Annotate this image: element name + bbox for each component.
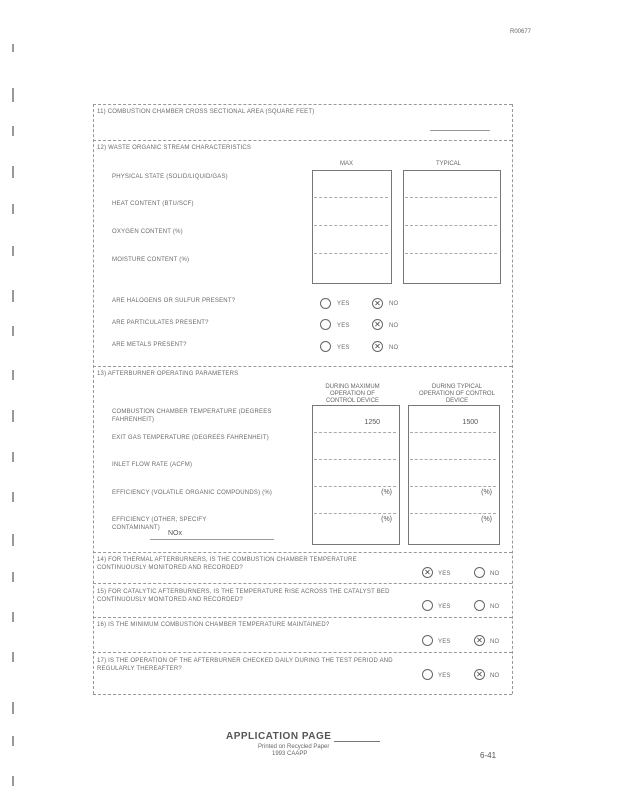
contaminant-value: NOx bbox=[168, 530, 182, 537]
metals-yes-checkbox[interactable] bbox=[320, 341, 331, 352]
section-12-title: 12) WASTE ORGANIC STREAM CHARACTERISTICS bbox=[97, 145, 252, 151]
s16-yes-checkbox[interactable] bbox=[422, 635, 433, 646]
section-16-question: 16) IS THE MINIMUM COMBUSTION CHAMBER TEMPERATURE MAINTAINED? bbox=[97, 622, 330, 628]
s13-col-typical: DURING TYPICAL OPERATION OF CONTROL DEVICE bbox=[419, 384, 495, 404]
footer-recycled: Printed on Recycled Paper bbox=[258, 744, 330, 750]
s13-typical-column[interactable] bbox=[408, 405, 500, 545]
s16-no-checkbox[interactable]: ✕ bbox=[474, 635, 485, 646]
s12-row-oxygen: OXYGEN CONTENT (%) bbox=[112, 229, 183, 235]
s14-yes-checkbox[interactable]: ✕ bbox=[422, 567, 433, 578]
s15-no-checkbox[interactable] bbox=[474, 600, 485, 611]
section-14-question: 14) FOR THERMAL AFTERBURNERS, IS THE COMBUSTION CHAMBER TEMPERATURE CONTINUOUSLY MONITORED AND RECORDED? bbox=[97, 557, 357, 571]
s12-max-column[interactable] bbox=[312, 170, 392, 284]
s12-col-typical: TYPICAL bbox=[436, 161, 462, 167]
halogens-no-checkbox[interactable]: ✕ bbox=[372, 298, 383, 309]
s12-typical-column[interactable] bbox=[403, 170, 501, 284]
s15-yes-checkbox[interactable] bbox=[422, 600, 433, 611]
footer-caapp: 1993 CAAPP bbox=[272, 751, 308, 757]
halogens-yes-checkbox[interactable] bbox=[320, 298, 331, 309]
page-number: 6-41 bbox=[480, 751, 497, 760]
s13-row-efficiency-other: EFFICIENCY (OTHER, SPECIFY CONTAMINANT) bbox=[112, 517, 207, 531]
section-15-question: 15) FOR CATALYTIC AFTERBURNERS, IS THE TEMPERATURE RISE ACROSS THE CATALYST BED CONTINUOUSLY MONITORED AND RECORDED? bbox=[97, 589, 390, 603]
s13-row-exit-gas-temp: EXIT GAS TEMPERATURE (DEGREES FAHRENHEIT) bbox=[112, 435, 269, 441]
s12-row-moisture: MOISTURE CONTENT (%) bbox=[112, 257, 190, 263]
question-metals: ARE METALS PRESENT? bbox=[112, 342, 187, 348]
s13-row-inlet-flow: INLET FLOW RATE (ACFM) bbox=[112, 462, 193, 468]
section-17-question: 17) IS THE OPERATION OF THE AFTERBURNER CHECKED DAILY DURING THE TEST PERIOD AND REGULARLY THEREAFTER? bbox=[97, 658, 393, 672]
s13-row-efficiency-voc: EFFICIENCY (VOLATILE ORGANIC COMPOUNDS) (%) bbox=[112, 490, 273, 496]
s13-col-max: DURING MAXIMUM OPERATION OF CONTROL DEVICE bbox=[325, 384, 380, 404]
s12-col-max: MAX bbox=[340, 161, 354, 167]
question-particulates: ARE PARTICULATES PRESENT? bbox=[112, 320, 209, 326]
s13-max-column[interactable] bbox=[312, 405, 400, 545]
s14-no-checkbox[interactable] bbox=[474, 567, 485, 578]
section-13-title: 13) AFTERBURNER OPERATING PARAMETERS bbox=[97, 371, 239, 377]
particulates-no-checkbox[interactable]: ✕ bbox=[372, 319, 383, 330]
s13-row-chamber-temp: COMBUSTION CHAMBER TEMPERATURE (DEGREES FAHRENHEIT) bbox=[112, 409, 272, 423]
footer-title: APPLICATION PAGE bbox=[226, 731, 332, 742]
page-id: R00677 bbox=[510, 29, 532, 35]
question-halogens: ARE HALOGENS OR SULFUR PRESENT? bbox=[112, 298, 236, 304]
metals-no-checkbox[interactable]: ✕ bbox=[372, 341, 383, 352]
s12-row-physical-state: PHYSICAL STATE (SOLID/LIQUID/GAS) bbox=[112, 174, 228, 180]
s17-no-checkbox[interactable]: ✕ bbox=[474, 669, 485, 680]
s17-yes-checkbox[interactable] bbox=[422, 669, 433, 680]
chamber-temp-max-value: 1250 bbox=[364, 419, 380, 426]
chamber-temp-typical-value: 1500 bbox=[462, 419, 478, 426]
s12-row-heat-content: HEAT CONTENT (BTU/SCF) bbox=[112, 201, 194, 207]
section-11-title: 11) COMBUSTION CHAMBER CROSS SECTIONAL AREA (SQUARE FEET) bbox=[97, 109, 315, 115]
particulates-yes-checkbox[interactable] bbox=[320, 319, 331, 330]
